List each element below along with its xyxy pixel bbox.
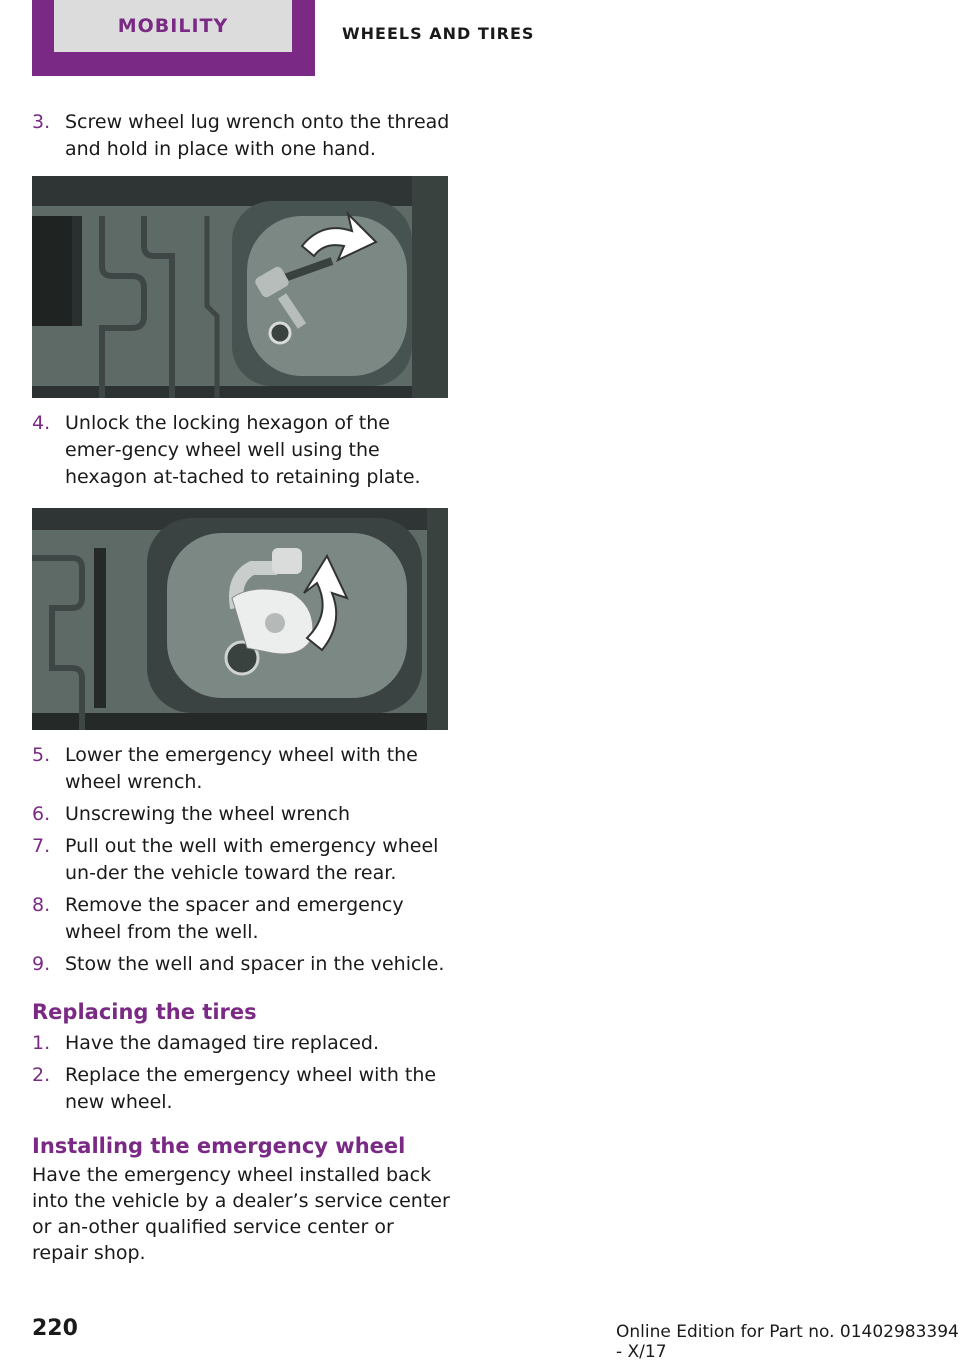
list-item bbox=[32, 109, 450, 163]
list-item bbox=[32, 833, 450, 887]
list-item bbox=[32, 951, 450, 978]
step-number: 2. bbox=[32, 1064, 51, 1086]
steps-group-b bbox=[32, 410, 450, 491]
header-tab-label: MOBILITY bbox=[54, 0, 292, 52]
replacing-steps bbox=[32, 1030, 450, 1116]
step-text: Unlock the locking hexagon of the emer‐gency wheel well using the hexagon at‐tached to retaining plate. bbox=[65, 412, 421, 488]
unlock-hexagon-photo bbox=[32, 508, 448, 730]
list-item bbox=[32, 1030, 450, 1057]
list-item bbox=[32, 801, 450, 828]
step-number: 1. bbox=[32, 1032, 51, 1054]
list-item bbox=[32, 1062, 450, 1116]
step-number: 4. bbox=[32, 412, 51, 434]
list-item bbox=[32, 742, 450, 796]
step-number: 5. bbox=[32, 744, 51, 766]
step-text: Pull out the well with emergency wheel un‐der the vehicle toward the rear. bbox=[65, 835, 439, 884]
step-number: 6. bbox=[32, 803, 51, 825]
installing-wheel-heading: Installing the emergency wheel bbox=[32, 1134, 406, 1158]
step-text: Have the damaged tire replaced. bbox=[65, 1032, 379, 1054]
header-tab bbox=[32, 0, 315, 76]
step-text: Screw wheel lug wrench onto the thread and hold in place with one hand. bbox=[65, 111, 450, 160]
step-number: 8. bbox=[32, 894, 51, 916]
replacing-tires-heading: Replacing the tires bbox=[32, 1000, 257, 1024]
installing-wheel-text: Have the emergency wheel installed back into the vehicle by a dealer’s service center or an‐other qualified service center or repair shop. bbox=[32, 1164, 450, 1264]
list-item bbox=[32, 410, 450, 491]
step-text: Replace the emergency wheel with the new wheel. bbox=[65, 1064, 437, 1113]
step-number: 9. bbox=[32, 953, 51, 975]
step-text: Unscrewing the wheel wrench bbox=[65, 803, 350, 825]
edition-footer: Online Edition for Part no. 01402983394 - X/17 bbox=[616, 1322, 959, 1362]
step-text: Stow the well and spacer in the vehicle. bbox=[65, 953, 445, 975]
section-title: WHEELS AND TIRES bbox=[342, 24, 535, 43]
page-number: 220 bbox=[32, 1316, 78, 1341]
step-text: Remove the spacer and emergency wheel from the well. bbox=[65, 894, 404, 943]
step-text: Lower the emergency wheel with the wheel wrench. bbox=[65, 744, 418, 793]
wrench-on-thread-photo bbox=[32, 176, 448, 398]
step-number: 7. bbox=[32, 835, 51, 857]
steps-group-c bbox=[32, 742, 450, 978]
list-item bbox=[32, 892, 450, 946]
step-number: 3. bbox=[32, 111, 51, 133]
main-content bbox=[32, 109, 450, 1266]
steps-group-a bbox=[32, 109, 450, 163]
